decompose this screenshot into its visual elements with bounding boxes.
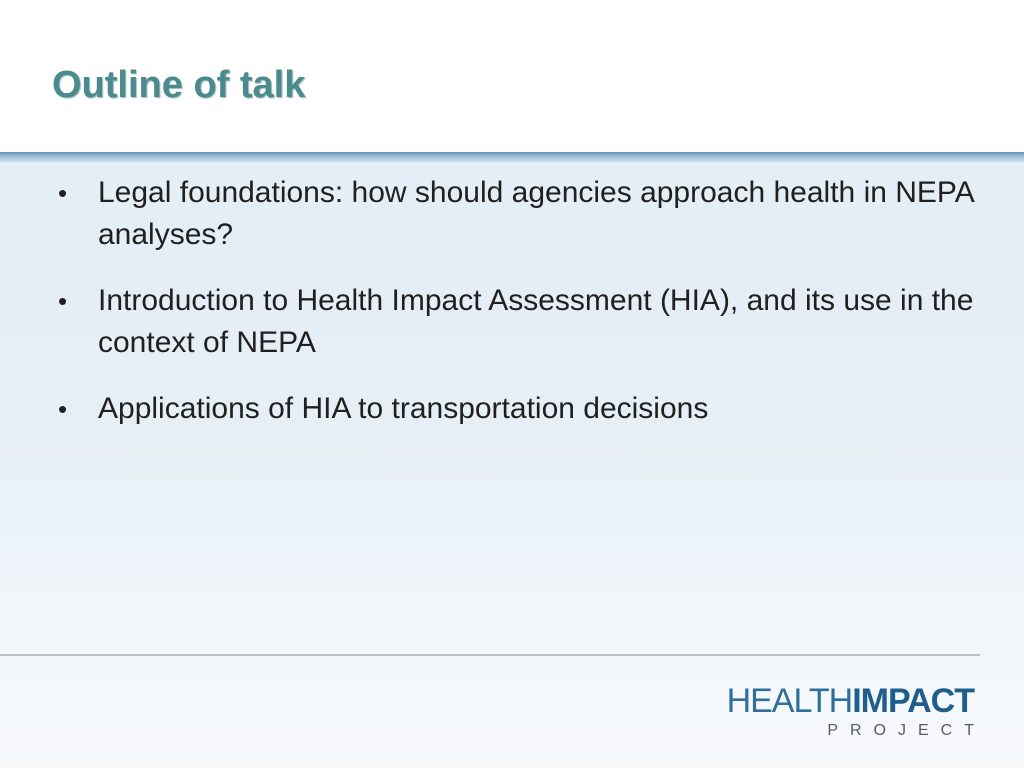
footer-divider bbox=[0, 654, 980, 656]
slide-header bbox=[0, 0, 1024, 152]
bullet-dot: • bbox=[58, 394, 68, 424]
bullet-text: Legal foundations: how should agencies approach health in NEPA analyses? bbox=[98, 176, 974, 251]
header-divider-band bbox=[0, 152, 1024, 162]
logo-word-impact: IMPACT bbox=[852, 682, 974, 720]
bullet-text: Applications of HIA to transportation decisions bbox=[98, 392, 709, 425]
bullet-text: Introduction to Health Impact Assessment (HIA), and its use in the context of NEPA bbox=[98, 284, 974, 359]
slide-title: Outline of talk bbox=[52, 64, 306, 106]
bullet-item bbox=[56, 280, 976, 364]
logo-word-health: HEALTH bbox=[726, 682, 853, 720]
bullet-dot: • bbox=[58, 178, 68, 208]
logo-subtitle: PROJECT bbox=[827, 722, 986, 739]
bullet-list bbox=[56, 172, 976, 454]
health-impact-project-logo bbox=[726, 682, 986, 740]
bullet-item bbox=[56, 388, 976, 430]
bullet-item bbox=[56, 172, 976, 256]
logo-wordmark bbox=[727, 684, 974, 718]
bullet-dot: • bbox=[58, 286, 68, 316]
